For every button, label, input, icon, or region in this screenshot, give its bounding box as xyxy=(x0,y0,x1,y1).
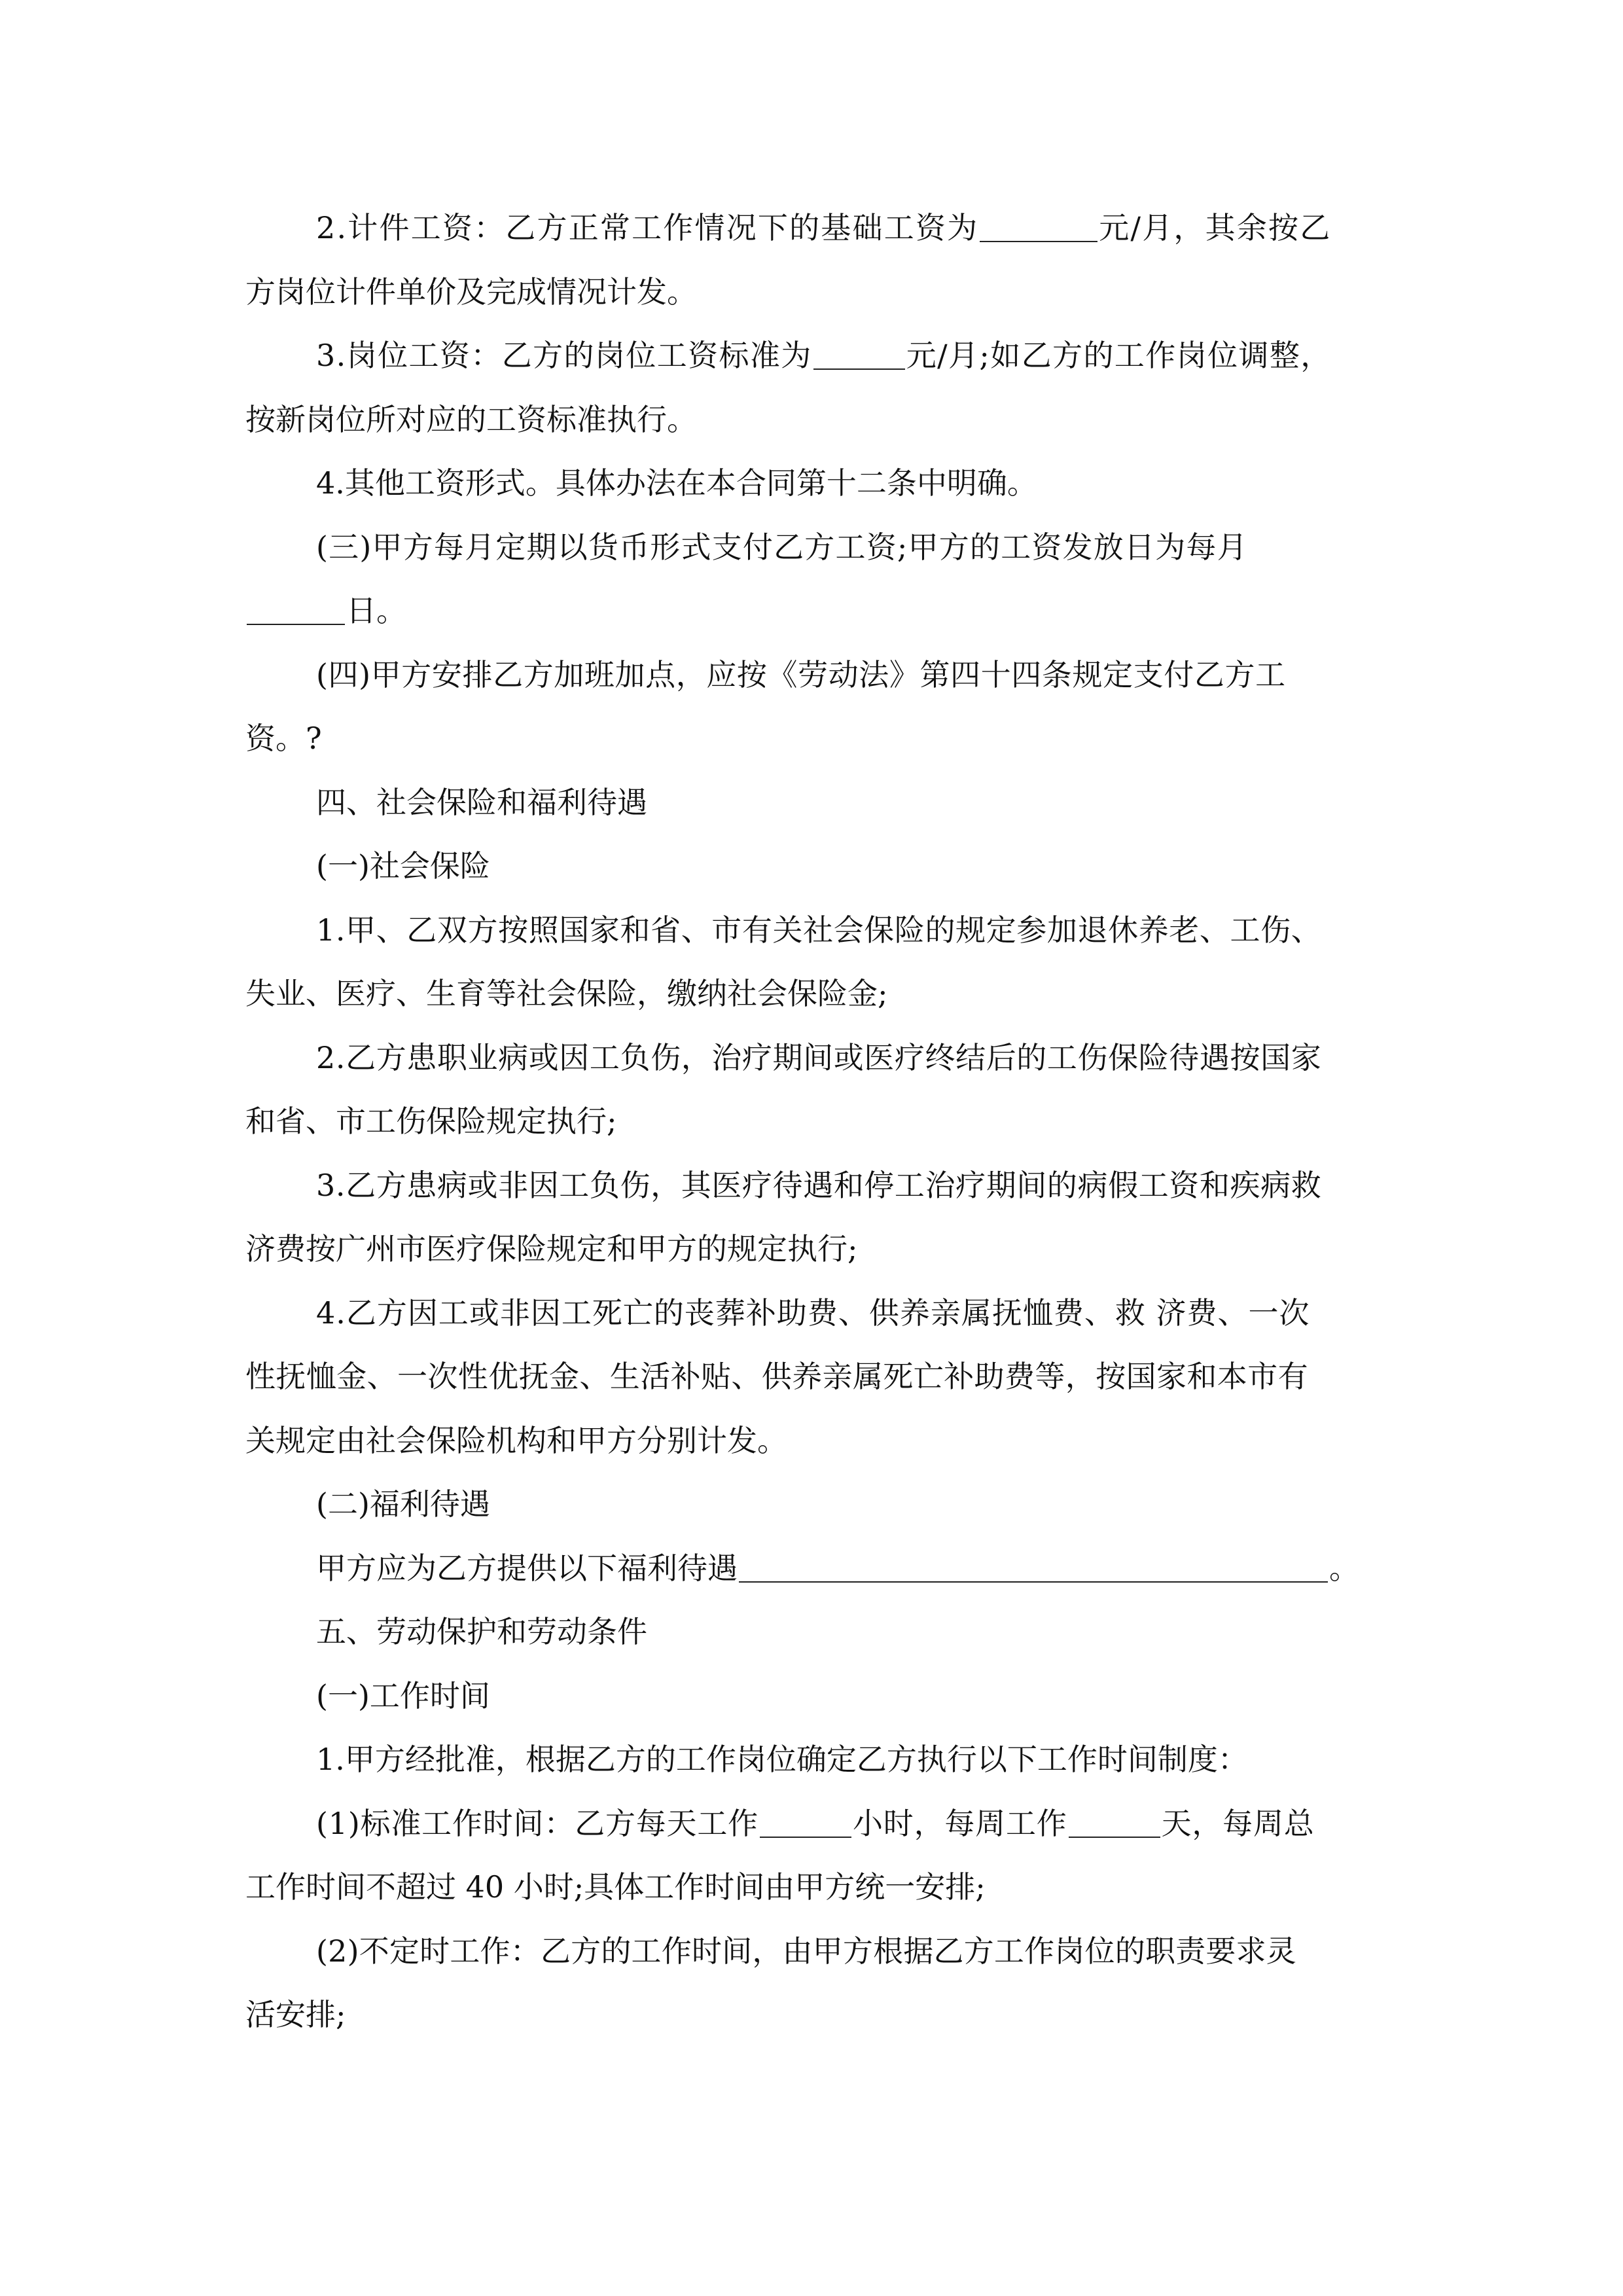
paragraph-line: 日。 xyxy=(245,579,1384,643)
blank-field[interactable] xyxy=(760,1803,851,1838)
document-body xyxy=(245,196,1384,2047)
paragraph-line: 2.乙方患职业病或因工负伤，治疗期间或医疗终结后的工伤保险待遇按国家 xyxy=(316,1039,1322,1075)
section-heading: 五、劳动保护和劳动条件 xyxy=(316,1614,647,1649)
blank-field[interactable] xyxy=(739,1547,1328,1583)
paragraph-line: 4.乙方因工或非因工死亡的丧葬补助费、供养亲属抚恤费、救 济费、一次 xyxy=(316,1295,1310,1331)
paragraph-line: (2)不定时工作：乙方的工作时间，由甲方根据乙方工作岗位的职责要求灵 xyxy=(316,1933,1296,1969)
paragraph-line: 3.乙方患病或非因工负伤，其医疗待遇和停工治疗期间的病假工资和疾病救 xyxy=(316,1167,1322,1203)
paragraph-line: 4.其他工资形式。具体办法在本合同第十二条中明确。 xyxy=(316,465,1037,501)
paragraph-line: (1)标准工作时间：乙方每天工作 小时，每周工作 天，每周总 xyxy=(245,1792,1384,1856)
blank-field[interactable] xyxy=(980,207,1097,242)
paragraph-line: 按新岗位所对应的工资标准执行。 xyxy=(245,401,697,437)
subsection-heading: (一)工作时间 xyxy=(316,1677,490,1713)
blank-field[interactable] xyxy=(1069,1803,1160,1838)
paragraph-line: 失业、医疗、生育等社会保险，缴纳社会保险金; xyxy=(245,976,888,1011)
blank-field[interactable] xyxy=(247,590,345,625)
subsection-heading: (二)福利待遇 xyxy=(316,1486,490,1522)
paragraph-line: 关规定由社会保险机构和甲方分别计发。 xyxy=(245,1422,787,1458)
blank-field[interactable] xyxy=(813,334,905,370)
paragraph-line: 工作时间不超过 40 小时;具体工作时间由甲方统一安排; xyxy=(245,1869,986,1905)
paragraph-line: 方岗位计件单价及完成情况计发。 xyxy=(245,274,697,310)
paragraph-line: 性抚恤金、一次性优抚金、生活补贴、供养亲属死亡补助费等，按国家和本市有 xyxy=(245,1359,1308,1394)
subsection-heading: (一)社会保险 xyxy=(316,848,490,884)
paragraph-line: 2.计件工资：乙方正常工作情况下的基础工资为 元/月，其余按乙 xyxy=(245,196,1384,260)
paragraph-line: 活安排; xyxy=(245,1997,346,2032)
section-heading: 四、社会保险和福利待遇 xyxy=(316,784,647,820)
paragraph-line: 甲方应为乙方提供以下福利待遇 。 xyxy=(245,1537,1384,1601)
paragraph-line: 济费按广州市医疗保险规定和甲方的规定执行; xyxy=(245,1231,858,1266)
paragraph-line: (四)甲方安排乙方加班加点，应按《劳动法》第四十四条规定支付乙方工 xyxy=(316,656,1286,692)
paragraph-line: (三)甲方每月定期以货币形式支付乙方工资;甲方的工资发放日为每月 xyxy=(316,529,1248,565)
paragraph-line: 1.甲、乙双方按照国家和省、市有关社会保险的规定参加退休养老、工伤、 xyxy=(316,912,1322,948)
paragraph-line: 资。? xyxy=(245,721,322,756)
paragraph-line: 和省、市工伤保险规定执行; xyxy=(245,1103,617,1139)
paragraph-line: 1.甲方经批准，根据乙方的工作岗位确定乙方执行以下工作时间制度： xyxy=(316,1742,1248,1777)
paragraph-line: 3.岗位工资：乙方的岗位工资标准为 元/月;如乙方的工作岗位调整， xyxy=(245,324,1384,388)
